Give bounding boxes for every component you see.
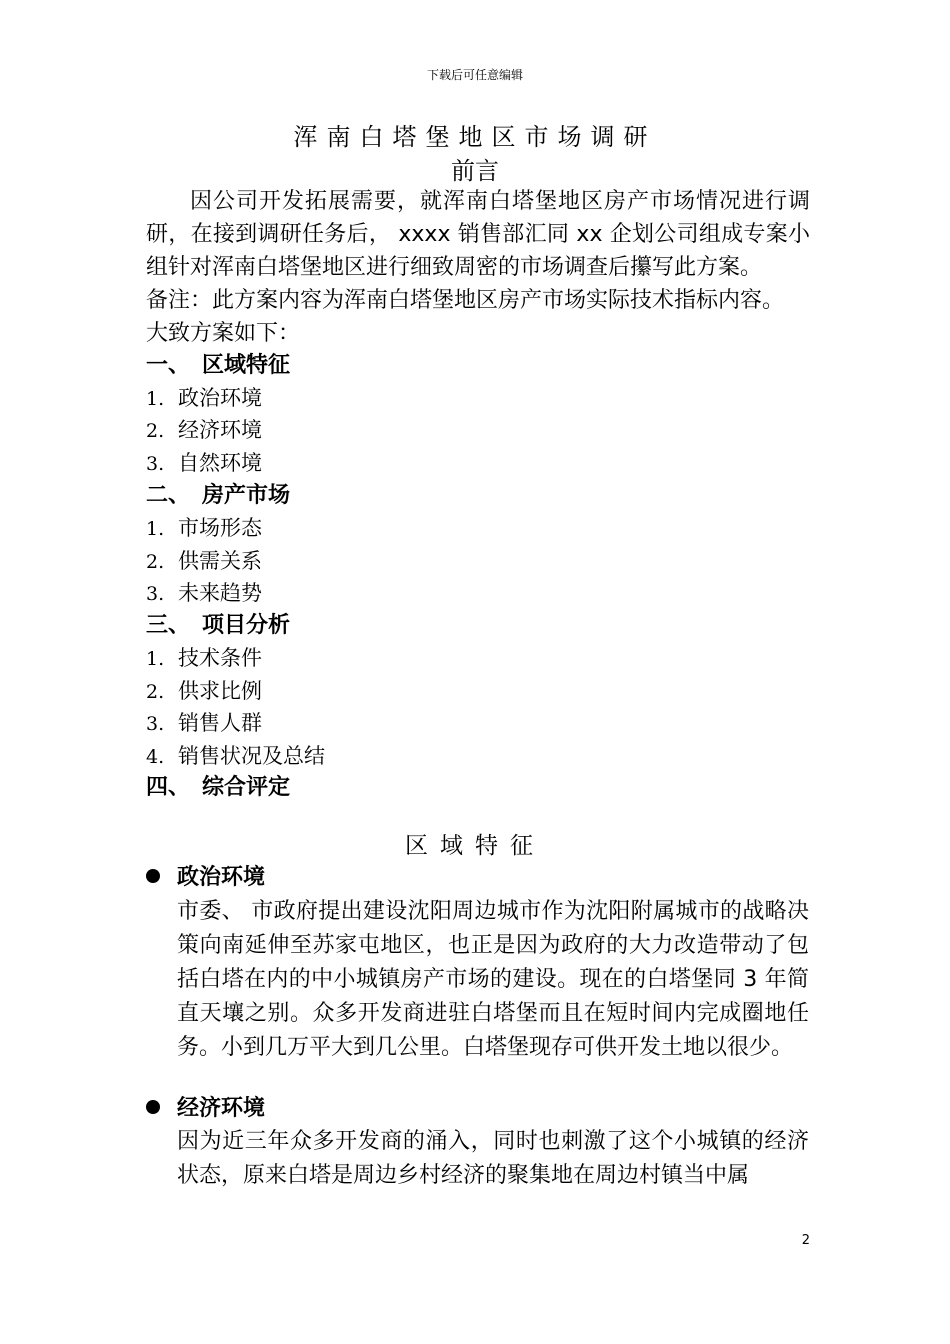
toc-item <box>146 414 262 447</box>
toc-item-number: 1. <box>146 518 165 540</box>
toc-item-number: 4. <box>146 746 165 768</box>
toc-item-label: 未来趋势 <box>178 581 262 605</box>
toc-item-label: 供需关系 <box>178 549 262 573</box>
toc-heading-number: 三、 <box>146 613 191 638</box>
preface-note: 备注：此方案内容为浑南白塔堡地区房产市场实际技术指标内容。 <box>146 288 785 313</box>
document-title: 浑南白塔堡地区市场调研 <box>293 123 657 151</box>
subsection-heading-label: 政治环境 <box>177 865 266 890</box>
toc-item-number: 2. <box>146 420 165 442</box>
toc-heading-label: 房产市场 <box>202 483 291 508</box>
toc-heading-number: 二、 <box>146 483 191 508</box>
toc-item-number: 2. <box>146 681 165 703</box>
toc-heading-label: 综合评定 <box>202 775 291 800</box>
toc-item <box>146 642 262 675</box>
toc-item <box>146 577 262 610</box>
outline-intro: 大致方案如下： <box>146 321 301 346</box>
toc-item-label: 经济环境 <box>178 418 262 442</box>
toc-item-label: 销售人群 <box>178 711 262 735</box>
toc-item-label: 销售状况及总结 <box>178 744 325 768</box>
toc-item-number: 2. <box>146 551 165 573</box>
subsection-heading-label: 经济环境 <box>177 1096 266 1121</box>
toc-item <box>146 707 262 740</box>
toc-heading-number: 一、 <box>146 353 191 378</box>
page-number: 2 <box>801 1233 810 1248</box>
subsection-body-politics: 市委、 市政府提出建设沈阳周边城市作为沈阳附属城市的战略决策向南延伸至苏家屯地区，也正是因为政府的大力改造带动了包括白塔在内的中小城镇房产市场的建设。现在的白塔堡同 3 年简直天壤之别。众多开发商进驻白塔堡而且在短时间内完成圈地任务。小到几万平大到几公里。白塔堡现存可供开发土地以很少。 <box>177 899 809 1060</box>
bullet-icon <box>146 1100 160 1114</box>
toc-heading-label: 项目分析 <box>202 613 291 638</box>
toc-item-number: 1. <box>146 388 165 410</box>
toc-item-number: 3. <box>146 453 165 475</box>
toc-item-label: 供求比例 <box>178 679 262 703</box>
toc-item <box>146 382 262 415</box>
section-title: 区域特征 <box>405 833 545 859</box>
toc-item-label: 市场形态 <box>178 516 262 540</box>
toc-item <box>146 545 262 578</box>
toc-item-number: 3. <box>146 713 165 735</box>
toc-item <box>146 675 262 708</box>
toc-item <box>146 447 262 480</box>
subsection-heading-politics <box>146 862 265 894</box>
toc-heading-4 <box>146 772 290 804</box>
toc-heading-number: 四、 <box>146 775 191 800</box>
toc-item-label: 政治环境 <box>178 386 262 410</box>
toc-item-number: 3. <box>146 583 165 605</box>
toc-item <box>146 512 262 545</box>
header-note: 下载后可任意编辑 <box>426 68 523 82</box>
toc-heading-1 <box>146 350 290 382</box>
preface-body: 因公司开发拓展需要，就浑南白塔堡地区房产市场情况进行调研，在接到调研任务后， xxxx 销售部汇同 xx 企划公司组成专案小组针对浑南白塔堡地区进行细致周密的市场调查后攥写此方案。 <box>146 189 810 280</box>
bullet-icon <box>146 869 160 883</box>
toc-item <box>146 740 325 773</box>
subsection-heading-economy <box>146 1093 265 1125</box>
toc-item-label: 技术条件 <box>178 646 262 670</box>
preface-heading: 前言 <box>451 157 499 185</box>
subsection-body-economy: 因为近三年众多开发商的涌入，同时也刺激了这个小城镇的经济状态，原来白塔是周边乡村经济的聚集地在周边村镇当中属 <box>177 1129 809 1188</box>
toc-item-label: 自然环境 <box>178 451 262 475</box>
toc-heading-label: 区域特征 <box>202 353 291 378</box>
toc-heading-3 <box>146 610 290 642</box>
toc-heading-2 <box>146 480 290 512</box>
toc-item-number: 1. <box>146 648 165 670</box>
